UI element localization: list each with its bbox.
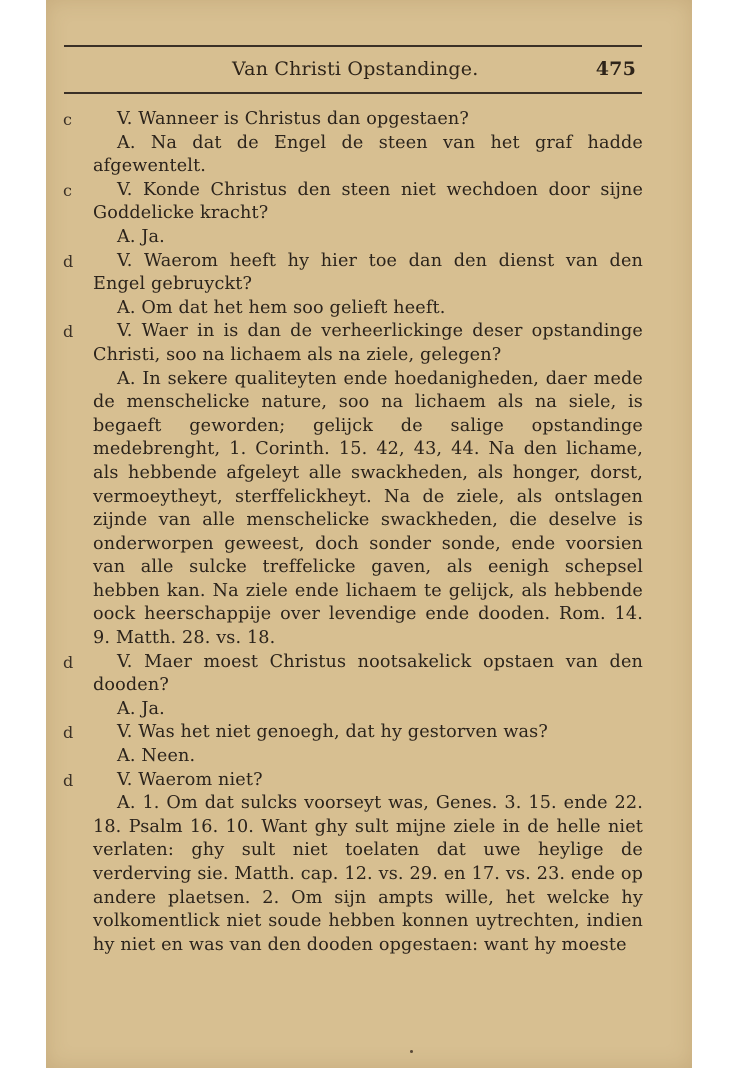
- question-paragraph: [63, 651, 643, 698]
- paragraph-text: A. Na dat de Engel de steen van het graf hadde afgewentelt.: [93, 132, 643, 177]
- answer-paragraph: [93, 368, 643, 651]
- paragraph-text: V. Wanneer is Christus dan opgestaen?: [117, 109, 469, 129]
- margin-marker: d: [63, 322, 74, 342]
- question-paragraph: [63, 179, 643, 226]
- margin-marker: d: [63, 251, 74, 271]
- paragraph-text: A. 1. Om dat sulcks voorseyt was, Genes. 3. 15. ende 22. 18. Psalm 16. 10. Want ghy sult mijne ziele in de helle niet verlaten: ghy sult niet toelaten dat uwe heylige de verderving sie. Matth. cap. 12. vs. 29. en 17. vs. 23. ende op andere plaetsen. 2. Om sijn ampts wille, het welcke hy volkomentlick niet soude hebben konnen uytrechten, indien hy niet en was van den dooden opgestaen: want hy moeste: [93, 793, 643, 955]
- answer-paragraph: [93, 745, 643, 769]
- margin-marker: d: [63, 770, 74, 790]
- answer-paragraph: [93, 297, 643, 321]
- print-speck: [410, 1050, 413, 1053]
- paragraph-text: V. Waer in is dan de verheerlickinge deser opstandinge Christi, soo na lichaem als na ziele, gelegen?: [93, 321, 643, 365]
- paragraph-text: A. Ja.: [117, 226, 165, 247]
- paragraph-text: V. Konde Christus den steen niet wechdoen door sijne Goddelicke kracht?: [93, 179, 643, 224]
- question-paragraph: [63, 769, 643, 793]
- header-rule-top: [64, 45, 642, 47]
- paragraph-text: A. Neen.: [117, 746, 196, 767]
- margin-marker: d: [63, 652, 74, 672]
- margin-marker: c: [63, 180, 73, 200]
- paragraph-text: V. Was het niet genoegh, dat hy gestorven was?: [117, 722, 548, 743]
- page-body: [63, 108, 643, 957]
- page-number: 475: [595, 58, 636, 80]
- chapter-title: Van Christi Opstandinge.: [232, 58, 479, 80]
- answer-paragraph: [93, 226, 643, 250]
- answer-paragraph: [93, 132, 643, 179]
- margin-marker: c: [63, 110, 73, 129]
- running-head: [64, 58, 642, 86]
- question-paragraph: [63, 320, 643, 367]
- answer-paragraph: [93, 698, 643, 722]
- paragraph-text: A. In sekere qualiteyten ende hoedanigheden, daer mede de menschelicke nature, soo na lichaem als na siele, is begaeft geworden; gelijck de salige opstandinge medebrenght, 1. Corinth. 15. 42, 43, 44. Na den lichame, als hebbende afgeleyt alle swackheden, als honger, dorst, vermoeytheyt, sterffelickheyt. Na de ziele, als ontslagen zijnde van alle menschelicke swackheden, die deselve is onderworpen geweest, doch sonder sonde, ende voorsien van alle sulcke treffelicke gaven, als eenigh schepsel hebben kan. Na ziele ende lichaem te gelijck, als hebbende oock heerschappije over levendige ende dooden. Rom. 14. 9. Matth. 28. vs. 18.: [93, 368, 643, 649]
- question-paragraph: [63, 250, 643, 297]
- question-paragraph: [63, 108, 643, 132]
- paragraph-text: A. Ja.: [117, 698, 165, 719]
- margin-marker: d: [63, 723, 74, 743]
- paragraph-text: V. Waerom heeft hy hier toe dan den dienst van den Engel gebruyckt?: [93, 250, 643, 295]
- answer-paragraph: [93, 792, 643, 957]
- header-rule-bottom: [64, 92, 642, 94]
- paragraph-text: V. Waerom niet?: [117, 769, 263, 790]
- paragraph-text: V. Maer moest Christus nootsakelick opstaen van den dooden?: [93, 651, 643, 696]
- question-paragraph: [63, 721, 643, 745]
- paragraph-text: A. Om dat het hem soo gelieft heeft.: [117, 297, 446, 318]
